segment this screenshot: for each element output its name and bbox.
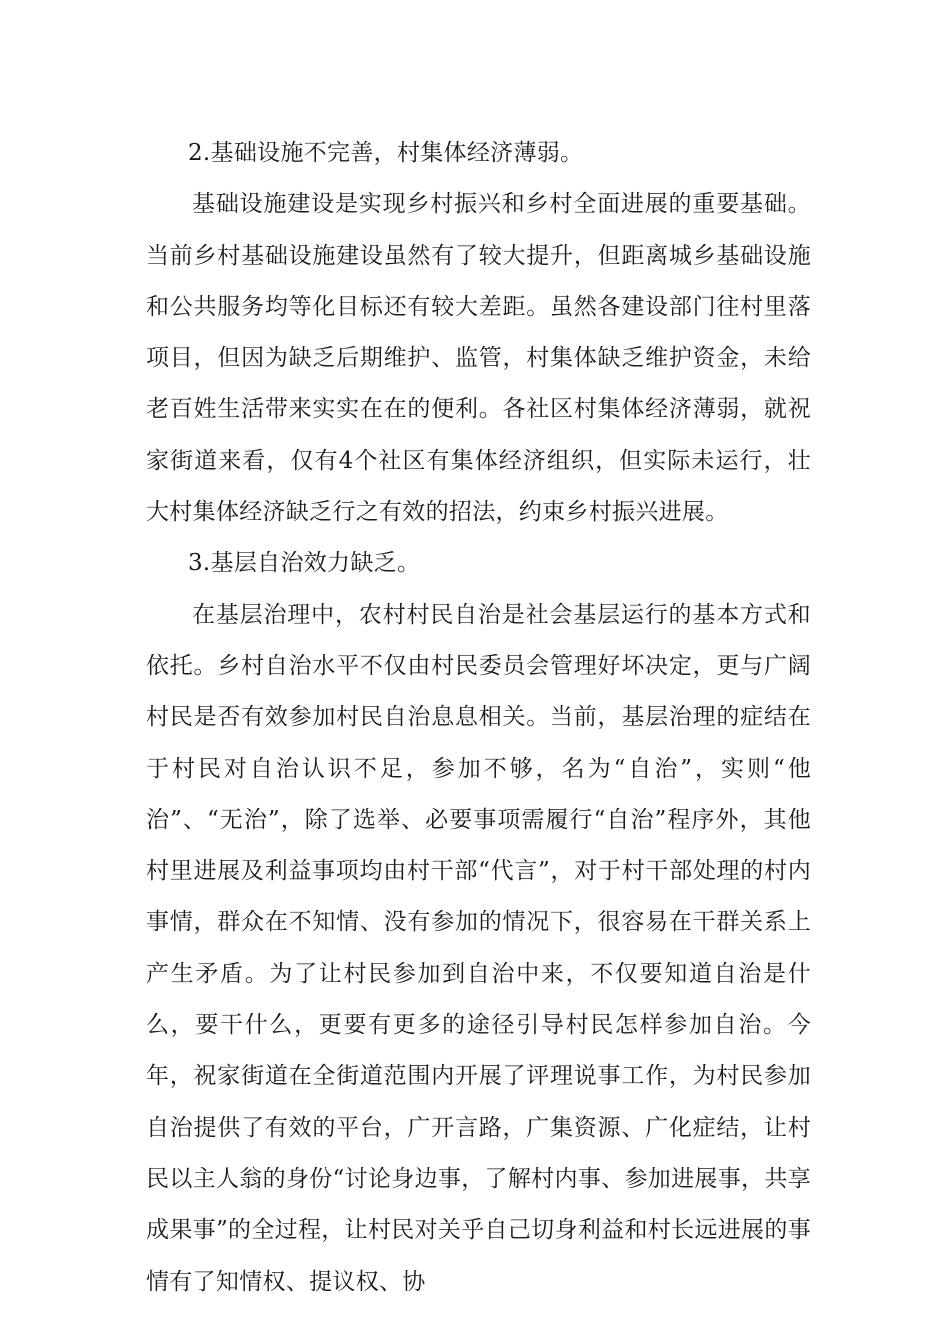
section-heading-2: 2.基础设施不完善，村集体经济薄弱。 [188,140,584,166]
paragraph-self-governance: 在基层治理中，农村村民自治是社会基层运行的基本方式和依托。乡村自治水平不仅由村民委员会管理好坏决定，更与广阔村民是否有效参加村民自治息息相关。当前，基层治理的症结在于村民对自治认识不足，参加不够，名为“自治”，实则“他治”、“无治”，除了选举、必要事项需履行“自治”程序外，其他村里进展及利益事项均由村干部“代言”，对于村干部处理的村内事情，群众在不知情、没有参加的情况下，很容易在干群关系上产生矛盾。为了让村民参加到自治中来，不仅要知道自治是什么，要干什么，更要有更多的途径引导村民怎样参加自治。今年，祝家街道在全街道范围内开展了评理说事工作，为村民参加自治提供了有效的平台，广开言路，广集资源、广化症结，让村民以主人翁的身份“讨论身边事，了解村内事、参加进展事，共享成果事”的全过程，让村民对关乎自己切身利益和村长远进展的事情有了知情权、提议权、协 [146,601,811,1295]
section-heading-3: 3.基层自治效力缺乏。 [188,550,421,577]
paragraph-infrastructure: 基础设施建设是实现乡村振兴和乡村全面进展的重要基础。当前乡村基础设施建设虽然有了较大提升，但距离城乡基础设施和公共服务均等化目标还有较大差距。虽然各建设部门往村里落项目，但因为缺乏后期维护、监管，村集体缺乏维护资金，未给老百姓生活带来实实在在的便利。各社区村集体经济薄弱，就祝家街道来看，仅有4个社区有集体经济组织，但实际未运行，壮大村集体经济缺乏行之有效的招法，约束乡村振兴进展。 [146,191,811,526]
document-body [146,128,811,1308]
